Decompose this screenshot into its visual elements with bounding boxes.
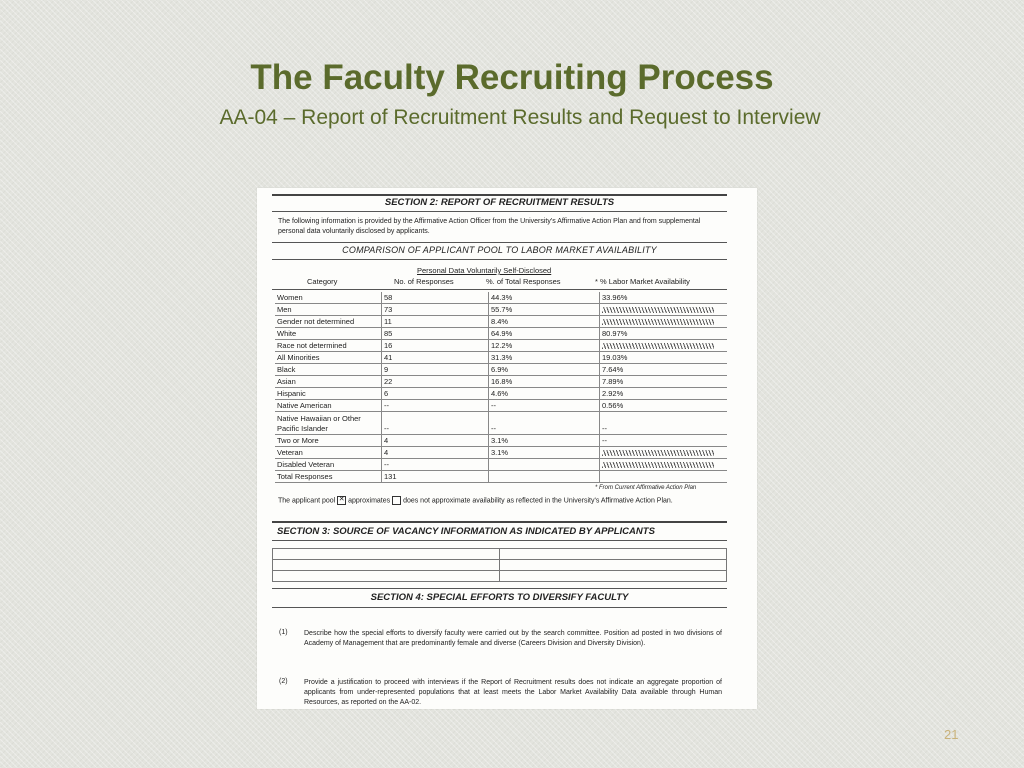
cell-percent: --: [489, 412, 600, 435]
pool-text: The applicant pool: [278, 497, 336, 505]
cell-category: Women: [275, 292, 382, 304]
cell-percent: 8.4%: [489, 316, 600, 328]
cell-responses: 73: [382, 304, 489, 316]
cell-responses: 11: [382, 316, 489, 328]
cell-responses: 131: [382, 471, 489, 483]
table-row: [275, 340, 727, 352]
cell-category: Asian: [275, 376, 382, 388]
table-row: [275, 304, 727, 316]
cell-category: Native American: [275, 400, 382, 412]
approximates-checkbox[interactable]: ✕: [338, 496, 345, 503]
comparison-heading: COMPARISON OF APPLICANT POOL TO LABOR MARKET AVAILABILITY: [342, 245, 657, 255]
section2-heading: SECTION 2: REPORT OF RECRUITMENT RESULTS: [384, 197, 615, 208]
vacancy-cell: [273, 549, 500, 560]
table-row: [275, 292, 727, 304]
page-number: 21: [944, 727, 959, 742]
hatched-fill: [602, 319, 714, 325]
item-number: (2): [279, 678, 288, 685]
column-header-availability: * % Labor Market Availability: [595, 277, 690, 286]
cell-percent: 16.8%: [489, 376, 600, 388]
hatched-fill: [602, 307, 714, 313]
cell-responses: --: [382, 400, 489, 412]
item-text: Describe how the special efforts to diversify faculty were carried out by the search committee. Position ad posted in two divisions of Academy of Management that are predominantly female and diverse (Careers Division and Diversity Division).: [304, 630, 722, 647]
vacancy-cell: [273, 560, 500, 571]
cell-percent: 12.2%: [489, 340, 600, 352]
cell-availability: 19.03%: [600, 352, 728, 364]
column-header-category: Category: [307, 277, 338, 286]
table-row: [275, 352, 727, 364]
section3-heading: SECTION 3: SOURCE OF VACANCY INFORMATION AS INDICATED BY APPLICANTS: [277, 526, 655, 537]
table-row: [275, 388, 727, 400]
table-row: [275, 459, 727, 471]
cell-availability: 80.97%: [600, 328, 728, 340]
cell-percent: 3.1%: [489, 435, 600, 447]
cell-percent: [489, 459, 600, 471]
divider: [272, 211, 727, 212]
cell-responses: 4: [382, 447, 489, 459]
cell-category: Veteran: [275, 447, 382, 459]
cell-availability: [600, 459, 728, 471]
cell-availability: [600, 316, 728, 328]
cell-category: Hispanic: [275, 388, 382, 400]
scanned-form-image: [257, 188, 757, 709]
vacancy-cell: [273, 571, 500, 582]
table-row: [275, 471, 727, 483]
divider: [272, 289, 727, 290]
divider: [272, 540, 727, 541]
cell-category: Native Hawaiian or Other Pacific Islander: [275, 412, 382, 435]
table-row: [275, 400, 727, 412]
table-row: [275, 412, 727, 435]
divider: [272, 521, 727, 523]
table-row: [275, 328, 727, 340]
section2-intro: The following information is provided by the Affirmative Action Officer from the University's Affirmative Action Plan and from supplemental personal data voluntarily disclosed by applicants.: [278, 218, 701, 235]
cell-responses: 4: [382, 435, 489, 447]
personal-data-heading: Personal Data Voluntarily Self-Disclosed: [417, 266, 552, 275]
hatched-fill: [602, 450, 714, 456]
vacancy-cell: [500, 560, 727, 571]
recruitment-results-table: [275, 292, 727, 483]
cell-responses: 9: [382, 364, 489, 376]
column-header-responses: No. of Responses: [394, 277, 454, 286]
divider: [272, 259, 727, 260]
vacancy-source-table: [272, 548, 727, 582]
cell-category: White: [275, 328, 382, 340]
does-not-label: does not approximate availability as reflected in the University's Affirmative Action Plan.: [403, 497, 673, 505]
cell-category: Race not determined: [275, 340, 382, 352]
applicant-pool-statement: [278, 496, 728, 506]
cell-category: Two or More: [275, 435, 382, 447]
cell-percent: 55.7%: [489, 304, 600, 316]
table-row: [275, 376, 727, 388]
cell-responses: 22: [382, 376, 489, 388]
cell-responses: --: [382, 412, 489, 435]
table-row: [275, 447, 727, 459]
divider: [272, 588, 727, 589]
section4-heading: SECTION 4: SPECIAL EFFORTS TO DIVERSIFY FACULTY: [370, 592, 629, 603]
cell-responses: 85: [382, 328, 489, 340]
cell-category: All Minorities: [275, 352, 382, 364]
divider: [272, 607, 727, 608]
cell-responses: 16: [382, 340, 489, 352]
cell-percent: [489, 471, 600, 483]
slide-title: The Faculty Recruiting Process: [250, 58, 774, 97]
footnote: * From Current Affirmative Action Plan: [595, 485, 697, 491]
cell-availability: 2.92%: [600, 388, 728, 400]
cell-availability: 33.96%: [600, 292, 728, 304]
table-row: [275, 435, 727, 447]
cell-category: Black: [275, 364, 382, 376]
cell-responses: 6: [382, 388, 489, 400]
cell-percent: 3.1%: [489, 447, 600, 459]
vacancy-cell: [500, 571, 727, 582]
cell-category: Gender not determined: [275, 316, 382, 328]
vacancy-cell: [500, 549, 727, 560]
approximates-label: approximates: [348, 497, 391, 505]
hatched-fill: [602, 343, 714, 349]
cell-percent: 6.9%: [489, 364, 600, 376]
item-number: (1): [279, 629, 288, 636]
slide-subtitle: AA-04 – Report of Recruitment Results and Request to Interview: [219, 106, 821, 129]
cell-availability: --: [600, 412, 728, 435]
cell-category: Men: [275, 304, 382, 316]
cell-availability: [600, 340, 728, 352]
cell-responses: 58: [382, 292, 489, 304]
table-row: [275, 316, 727, 328]
cell-category: Total Responses: [275, 471, 382, 483]
table-row: [275, 364, 727, 376]
cell-percent: 64.9%: [489, 328, 600, 340]
divider: [272, 242, 727, 243]
divider: [272, 194, 727, 196]
cell-percent: 4.6%: [489, 388, 600, 400]
item-text: Provide a justification to proceed with interviews if the Report of Recruitment results does not indicate an aggregate proportion of applicants from under-represented populations that at least meets the Labor Market Availability Data available through Human Resources, as reported on the AA-02.: [304, 679, 722, 706]
hatched-fill: [602, 462, 714, 468]
cell-responses: 41: [382, 352, 489, 364]
cell-availability: --: [600, 435, 728, 447]
cell-availability: 7.89%: [600, 376, 728, 388]
cell-category: Disabled Veteran: [275, 459, 382, 471]
cell-availability: [600, 447, 728, 459]
cell-availability: [600, 471, 728, 483]
cell-availability: 0.56%: [600, 400, 728, 412]
column-header-percent: %. of Total Responses: [486, 277, 561, 286]
cell-percent: --: [489, 400, 600, 412]
cell-availability: 7.64%: [600, 364, 728, 376]
cell-percent: 31.3%: [489, 352, 600, 364]
cell-percent: 44.3%: [489, 292, 600, 304]
cell-responses: --: [382, 459, 489, 471]
cell-availability: [600, 304, 728, 316]
does-not-approximate-checkbox[interactable]: [392, 496, 401, 505]
